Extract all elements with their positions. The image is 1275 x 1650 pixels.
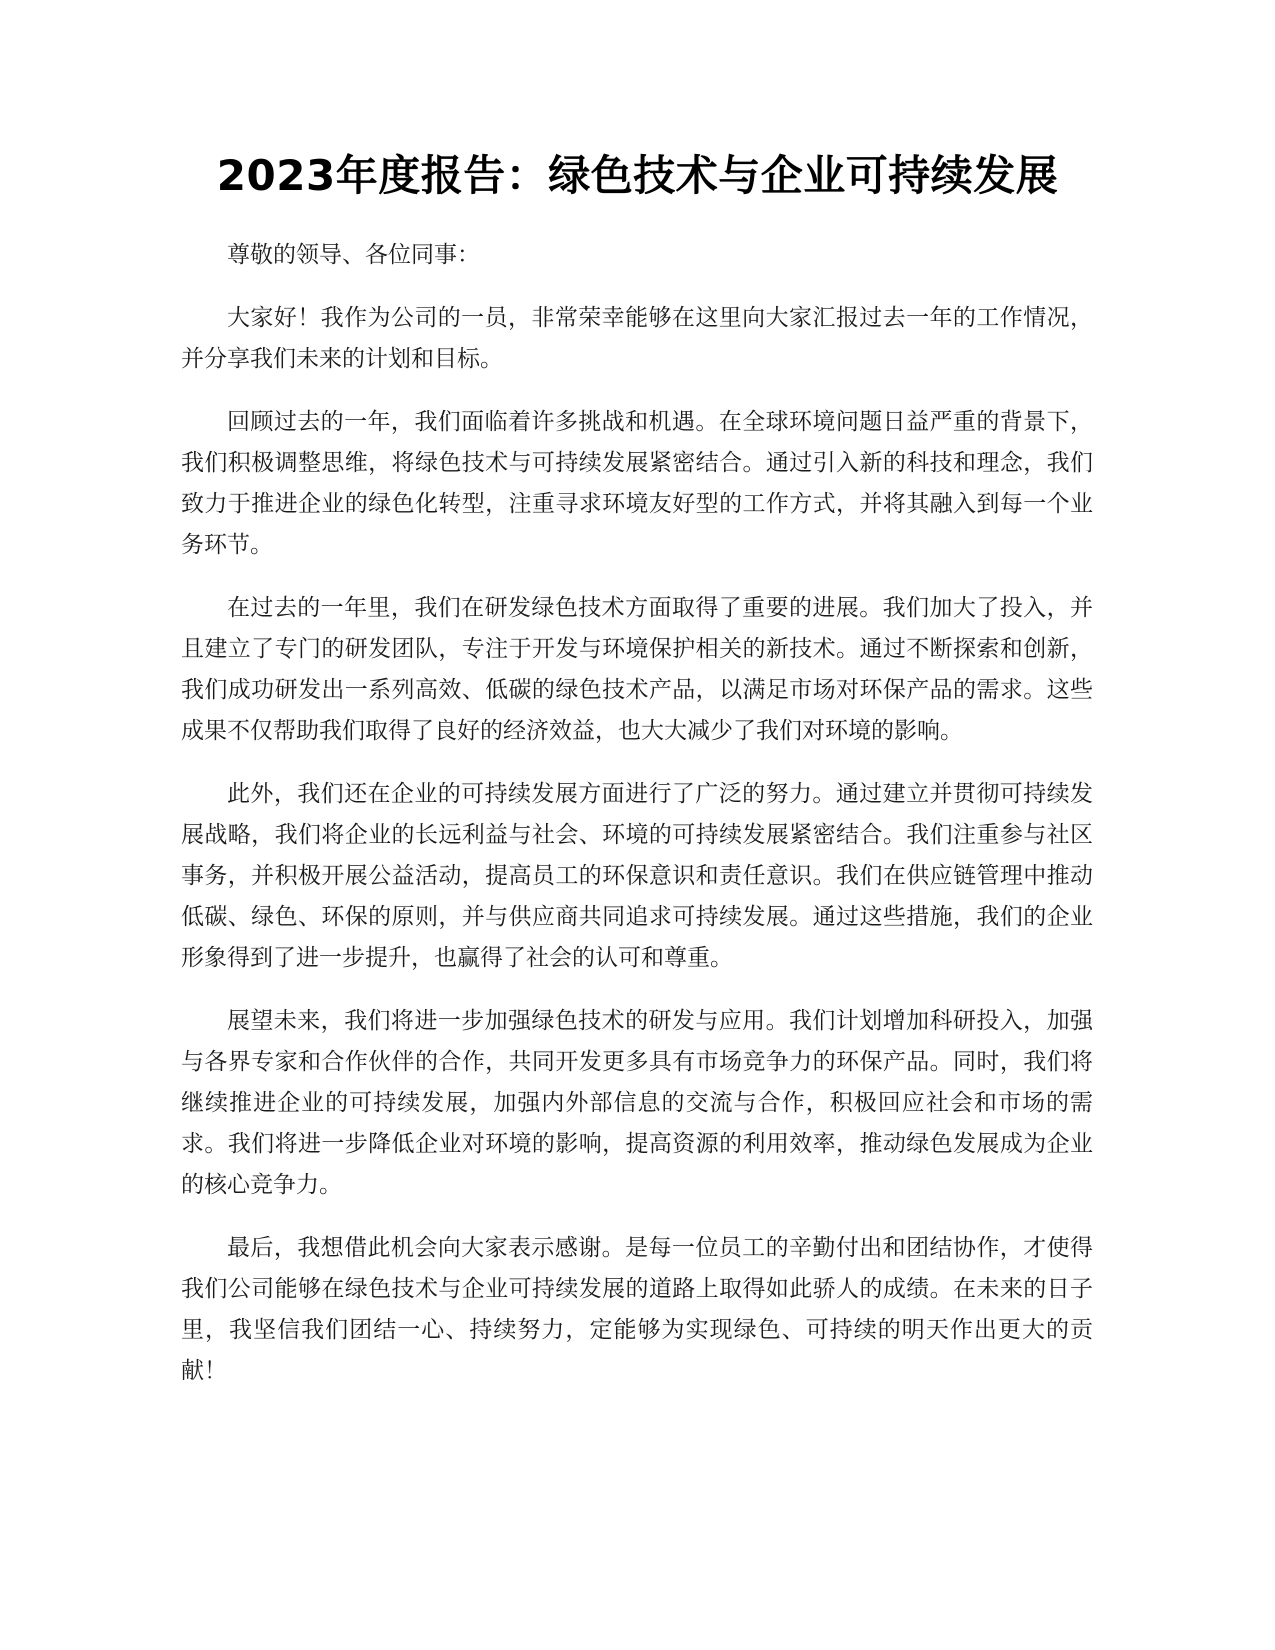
research-progress-paragraph: 在过去的一年里，我们在研发绿色技术方面取得了重要的进展。我们加大了投入，并且建立了专门的研发团队，专注于开发与环境保护相关的新技术。通过不断探索和创新，我们成功研发出一系列高效、低碳的绿色技术产品，以满足市场对环保产品的需求。这些成果不仅帮助我们取得了良好的经济效益，也大大减少了我们对环境的影响。 xyxy=(181,595,1093,744)
review-paragraph: 回顾过去的一年，我们面临着许多挑战和机遇。在全球环境问题日益严重的背景下，我们积极调整思维，将绿色技术与可持续发展紧密结合。通过引入新的科技和理念，我们致力于推进企业的绿色化转型，注重寻求环境友好型的工作方式，并将其融入到每一个业务环节。 xyxy=(181,409,1093,558)
document-title: 2023年度报告：绿色技术与企业可持续发展 xyxy=(216,151,1059,200)
salutation-paragraph: 尊敬的领导、各位同事： xyxy=(227,242,480,268)
outlook-paragraph: 展望未来，我们将进一步加强绿色技术的研发与应用。我们计划增加科研投入，加强与各界专家和合作伙伴的合作，共同开发更多具有市场竞争力的环保产品。同时，我们将继续推进企业的可持续发展，加强内外部信息的交流与合作，积极回应社会和市场的需求。我们将进一步降低企业对环境的影响，提高资源的利用效率，推动绿色发展成为企业的核心竞争力。 xyxy=(181,1008,1093,1198)
document-body xyxy=(181,235,1093,1414)
sustainability-efforts-paragraph: 此外，我们还在企业的可持续发展方面进行了广泛的努力。通过建立并贯彻可持续发展战略，我们将企业的长远利益与社会、环境的可持续发展紧密结合。我们注重参与社区事务，并积极开展公益活动，提高员工的环保意识和责任意识。我们在供应链管理中推动低碳、绿色、环保的原则，并与供应商共同追求可持续发展。通过这些措施，我们的企业形象得到了进一步提升，也赢得了社会的认可和尊重。 xyxy=(181,781,1093,971)
greeting-paragraph: 大家好！我作为公司的一员，非常荣幸能够在这里向大家汇报过去一年的工作情况，并分享我们未来的计划和目标。 xyxy=(181,305,1093,372)
closing-thanks-paragraph: 最后，我想借此机会向大家表示感谢。是每一位员工的辛勤付出和团结协作，才使得我们公司能够在绿色技术与企业可持续发展的道路上取得如此骄人的成绩。在未来的日子里，我坚信我们团结一心、持续努力，定能够为实现绿色、可持续的明天作出更大的贡献！ xyxy=(181,1235,1093,1384)
